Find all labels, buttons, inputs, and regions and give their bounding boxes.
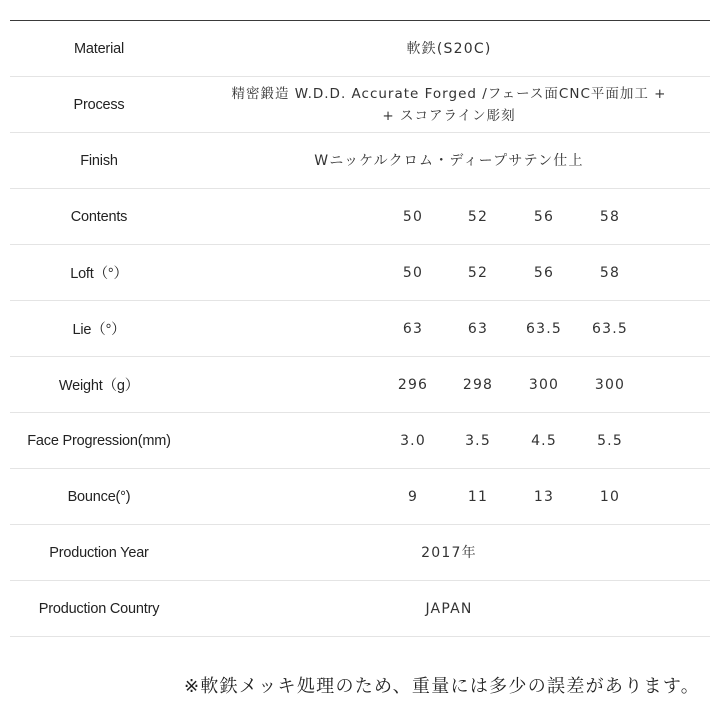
spec-value: JAPAN (425, 600, 473, 617)
spec-row-lie (10, 301, 710, 357)
spec-cell: 13 (533, 488, 555, 505)
spec-cell: 10 (599, 488, 621, 505)
spec-label: Weight（g） (58, 378, 140, 394)
spec-cell: 9 (407, 488, 419, 505)
spec-row-process (10, 77, 710, 133)
spec-label: Finish (80, 152, 118, 169)
spec-row-face-progression (10, 413, 710, 469)
spec-label: Process (73, 96, 125, 113)
spec-value: Wニッケルクロム・ディープサテン仕上 (314, 152, 584, 169)
spec-cells (188, 357, 710, 412)
spec-value-line: + スコアライン彫刻 (382, 107, 516, 124)
spec-label: Material (74, 40, 124, 57)
spec-cell: 63.5 (526, 320, 562, 337)
spec-cells (188, 469, 710, 524)
spec-cell: 296 (397, 376, 429, 393)
spec-cells (188, 413, 710, 468)
spec-cell: 58 (599, 264, 621, 281)
spec-label: Face Progression(mm) (27, 432, 171, 449)
spec-cells (188, 301, 710, 356)
spec-label: Contents (70, 208, 128, 225)
spec-cell: 52 (467, 264, 489, 281)
spec-row-bounce (10, 469, 710, 525)
spec-cell: 50 (402, 264, 424, 281)
spec-row-contents (10, 189, 710, 245)
spec-cell: 52 (467, 208, 489, 225)
spec-table (10, 20, 710, 637)
spec-cell: 3.0 (400, 432, 426, 449)
spec-cell: 56 (533, 264, 555, 281)
spec-label: Loft（°） (70, 266, 128, 282)
spec-cell: 58 (599, 208, 621, 225)
spec-cell: 298 (462, 376, 494, 393)
spec-cells (188, 189, 710, 244)
spec-row-production-year (10, 525, 710, 581)
spec-value (188, 83, 710, 127)
spec-cell: 300 (594, 376, 626, 393)
spec-cell: 63.5 (592, 320, 628, 337)
spec-row-loft (10, 245, 710, 301)
spec-cell: 63 (402, 320, 424, 337)
spec-label: Bounce(°) (67, 488, 131, 505)
spec-cell: 300 (528, 376, 560, 393)
spec-value: 軟鉄(S20C) (406, 40, 492, 57)
weight-tolerance-note: ※軟鉄メッキ処理のため、重量には多少の誤差があります。 (183, 676, 700, 697)
spec-label: Lie（°） (72, 322, 126, 338)
spec-value-line: 精密鍛造 W.D.D. Accurate Forged /フェース面CNC平面加工 + (231, 85, 667, 102)
spec-label: Production Country (38, 600, 160, 617)
spec-value: 2017年 (421, 544, 477, 561)
spec-label: Production Year (49, 544, 149, 561)
spec-cell: 63 (467, 320, 489, 337)
spec-row-weight (10, 357, 710, 413)
spec-cell: 4.5 (531, 432, 557, 449)
spec-cell: 50 (402, 208, 424, 225)
spec-row-finish (10, 133, 710, 189)
spec-cell: 11 (467, 488, 489, 505)
spec-cells (188, 245, 710, 300)
spec-cell: 56 (533, 208, 555, 225)
spec-row-production-country (10, 581, 710, 637)
spec-cell: 5.5 (597, 432, 623, 449)
spec-row-material (10, 21, 710, 77)
spec-cell: 3.5 (465, 432, 491, 449)
